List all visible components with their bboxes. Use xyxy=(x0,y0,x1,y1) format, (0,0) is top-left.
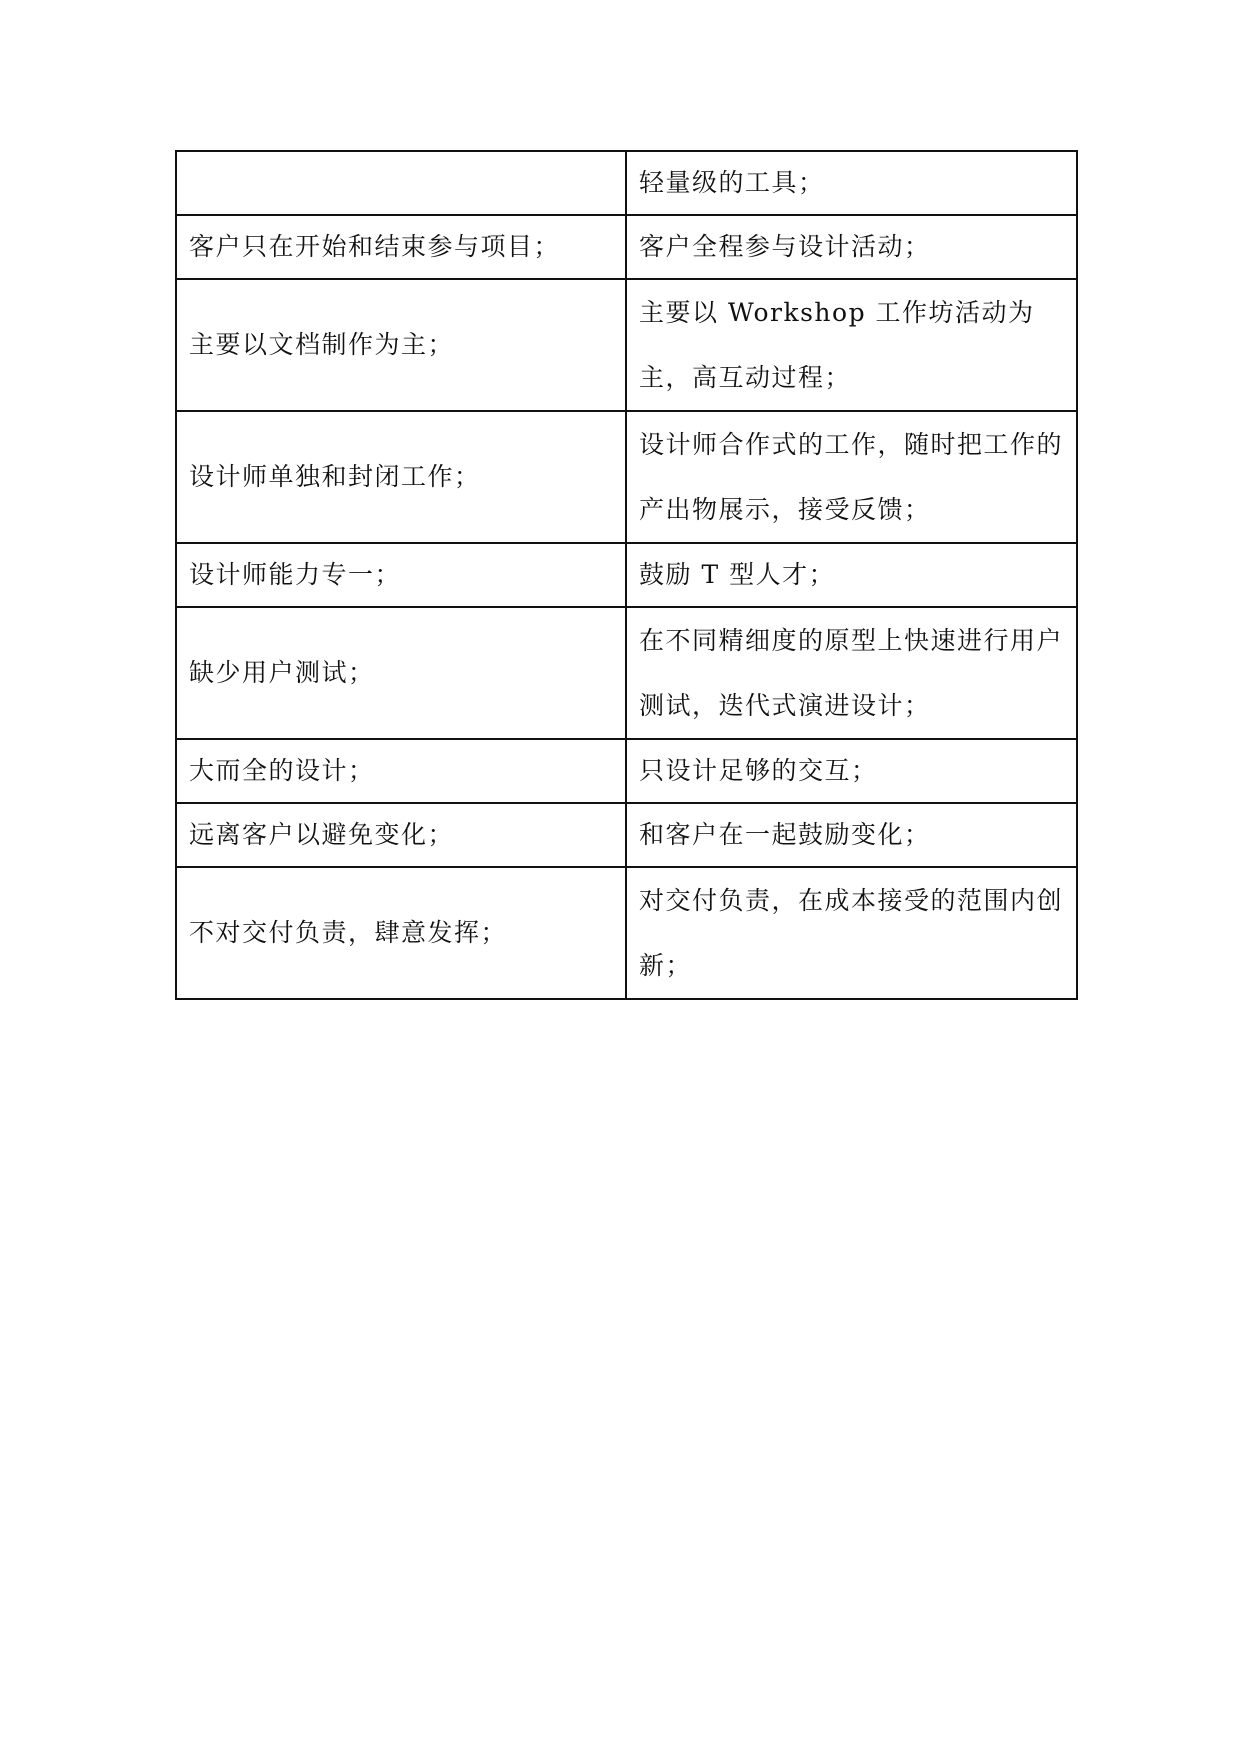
table-cell-left: 缺少用户测试； xyxy=(176,607,626,739)
table-row xyxy=(176,279,1077,411)
table-cell-right: 在不同精细度的原型上快速进行用户测试，迭代式演进设计； xyxy=(626,607,1077,739)
table-row xyxy=(176,867,1077,999)
table-cell-left: 客户只在开始和结束参与项目； xyxy=(176,215,626,279)
table-row xyxy=(176,151,1077,215)
table-cell-left: 设计师单独和封闭工作； xyxy=(176,411,626,543)
table-row xyxy=(176,543,1077,607)
table-cell-right: 鼓励 T 型人才； xyxy=(626,543,1077,607)
table-row xyxy=(176,411,1077,543)
table-row xyxy=(176,739,1077,803)
table-cell-left: 设计师能力专一； xyxy=(176,543,626,607)
table-cell-left: 主要以文档制作为主； xyxy=(176,279,626,411)
table-cell-right: 只设计足够的交互； xyxy=(626,739,1077,803)
table-cell-left: 不对交付负责，肆意发挥； xyxy=(176,867,626,999)
table-cell-right: 主要以 Workshop 工作坊活动为主，高互动过程； xyxy=(626,279,1077,411)
table-row xyxy=(176,607,1077,739)
table-cell-right: 对交付负责，在成本接受的范围内创新； xyxy=(626,867,1077,999)
table-cell-right: 和客户在一起鼓励变化； xyxy=(626,803,1077,867)
table-cell-right: 轻量级的工具； xyxy=(626,151,1077,215)
table-cell-left xyxy=(176,151,626,215)
table-cell-left: 大而全的设计； xyxy=(176,739,626,803)
table-cell-right: 设计师合作式的工作，随时把工作的产出物展示，接受反馈； xyxy=(626,411,1077,543)
table-row xyxy=(176,215,1077,279)
table-cell-right: 客户全程参与设计活动； xyxy=(626,215,1077,279)
table-row xyxy=(176,803,1077,867)
comparison-table xyxy=(175,150,1078,1000)
table-cell-left: 远离客户以避免变化； xyxy=(176,803,626,867)
